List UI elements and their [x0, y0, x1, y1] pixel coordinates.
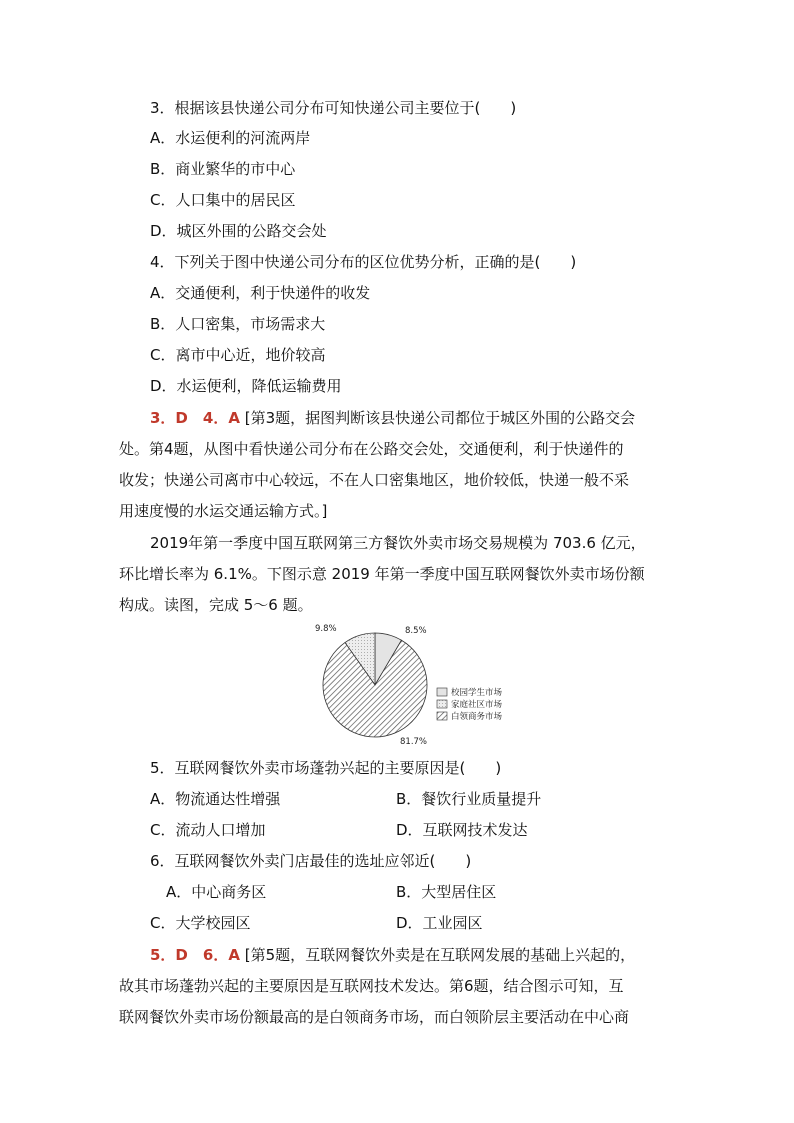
answer-3-4: 3．D 4．A [150, 409, 240, 427]
intro-line-1: 2019年第一季度中国互联网第三方餐饮外卖市场交易规模为 703.6 亿元， [150, 534, 646, 552]
q6-option-b: B．大型居住区 [396, 883, 497, 901]
legend-swatch-1 [437, 688, 447, 696]
explanation-3-4-line-2: 处。第4题，从图中看快递公司分布在公路交会处，交通便利，利于快递件的 [119, 440, 624, 458]
q4-stem: 4．下列关于图中快递公司分布的区位优势分析，正确的是( ) [150, 253, 577, 271]
explanation-3-4-line-1: [第3题，据图判断该县快递公司都位于城区外围的公路交会 [244, 409, 636, 427]
q4-option-b: B．人口密集，市场需求大 [150, 315, 326, 333]
legend-label-1: 校园学生市场 [451, 688, 503, 698]
pie-slice-label-1: 8.5% [405, 626, 427, 636]
intro-line-3: 构成。读图，完成 5～6 题。 [119, 596, 313, 614]
explanation-3-4-line-3: 收发；快递公司离市中心较远，不在人口密集地区，地价较低，快递一般不采 [119, 471, 630, 489]
intro-line-2: 环比增长率为 6.1%。下图示意 2019 年第一季度中国互联网餐饮外卖市场份额 [119, 565, 645, 583]
q3-stem: 3．根据该县快递公司分布可知快递公司主要位于( ) [150, 99, 517, 117]
legend-swatch-2 [437, 700, 447, 708]
market-share-pie-chart [300, 618, 530, 748]
q3-option-a: A．水运便利的河流两岸 [150, 129, 311, 147]
q4-option-c: C．离市中心近，地价较高 [150, 346, 326, 364]
q5-option-c: C．流动人口增加 [150, 821, 266, 839]
pie-slice-label-2: 9.8% [315, 624, 337, 634]
q6-option-d: D．工业园区 [396, 914, 483, 932]
explanation-5-6-line-2: 故其市场蓬勃兴起的主要原因是互联网技术发达。第6题，结合图示可知，互 [119, 977, 624, 995]
q5-option-d: D．互联网技术发达 [396, 821, 528, 839]
q3-option-c: C．人口集中的居民区 [150, 191, 296, 209]
q4-option-d: D．水运便利，降低运输费用 [150, 377, 342, 395]
q5-option-b: B．餐饮行业质量提升 [396, 790, 542, 808]
answer-3-4-line-1 [150, 408, 635, 428]
q3-option-d: D．城区外围的公路交会处 [150, 222, 327, 240]
q6-option-a: A．中心商务区 [166, 883, 267, 901]
explanation-5-6-line-3: 联网餐饮外卖市场份额最高的是白领商务市场，而白领阶层主要活动在中心商 [119, 1008, 630, 1026]
explanation-5-6-line-1: [第5题，互联网餐饮外卖是在互联网发展的基础上兴起的， [244, 946, 636, 964]
q5-option-a: A．物流通达性增强 [150, 790, 281, 808]
pie-slice-label-3: 81.7% [400, 737, 428, 747]
q4-option-a: A．交通便利，利于快递件的收发 [150, 284, 371, 302]
q3-option-b: B．商业繁华的市中心 [150, 160, 296, 178]
legend-swatch-3 [437, 712, 447, 720]
legend-label-3: 白领商务市场 [451, 712, 503, 722]
answer-5-6-line-1 [150, 945, 635, 965]
explanation-3-4-line-4: 用速度慢的水运交通运输方式。] [119, 502, 328, 520]
q5-stem: 5．互联网餐饮外卖市场蓬勃兴起的主要原因是( ) [150, 759, 502, 777]
q6-stem: 6．互联网餐饮外卖门店最佳的选址应邻近( ) [150, 852, 472, 870]
legend-label-2: 家庭社区市场 [451, 700, 503, 710]
answer-5-6: 5．D 6．A [150, 946, 240, 964]
q6-option-c: C．大学校园区 [150, 914, 251, 932]
